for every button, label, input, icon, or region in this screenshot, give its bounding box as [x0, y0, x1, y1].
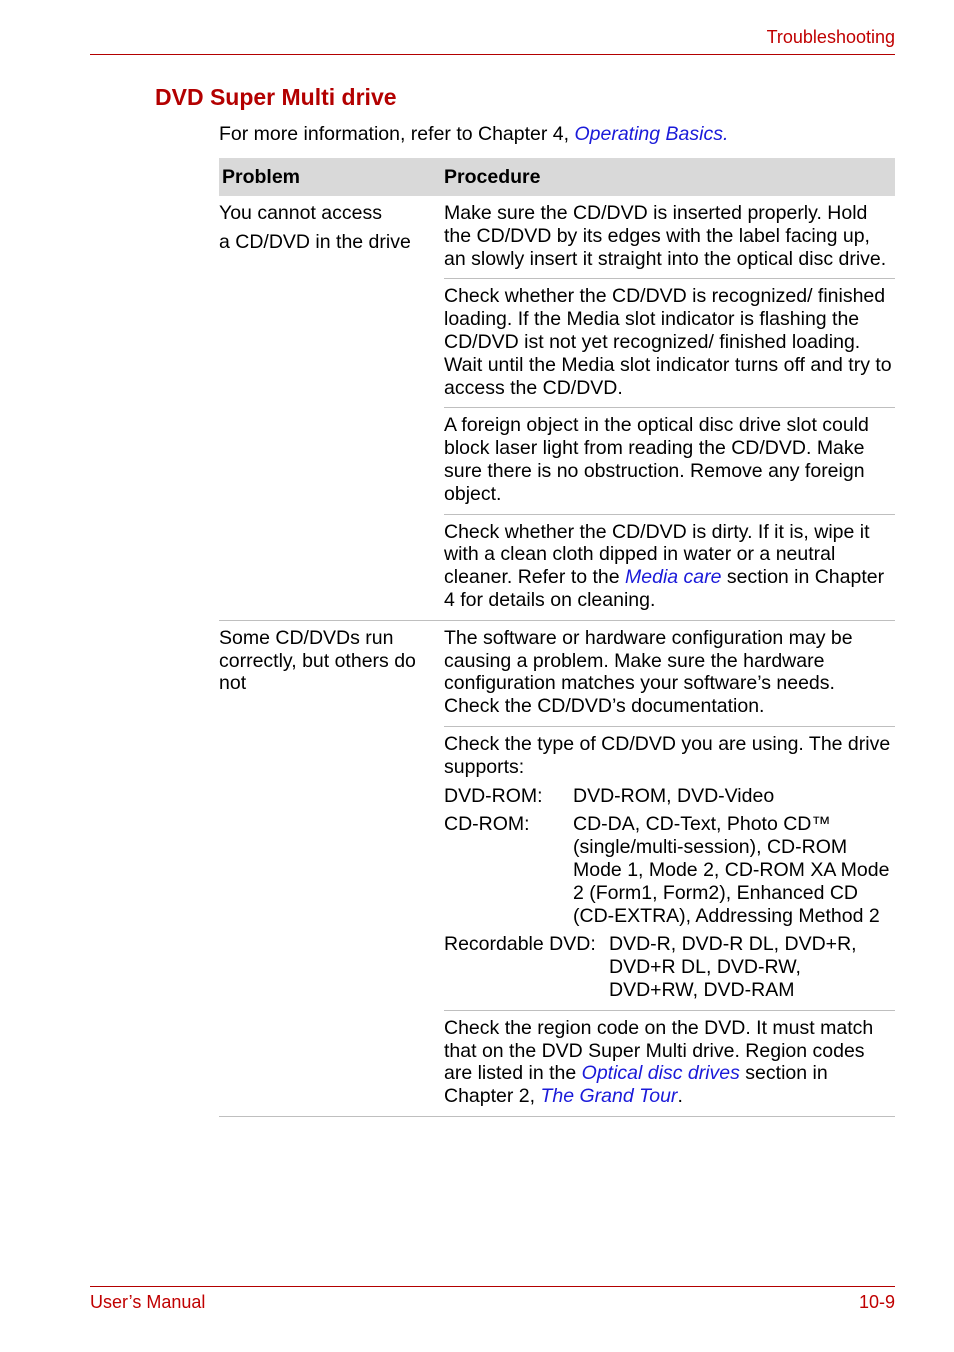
- optical-disc-drives-link[interactable]: Optical disc drives: [581, 1062, 740, 1085]
- procedure-block: Check the region code on the DVD. It must match that on the DVD Super Multi drive. Region codes are listed in the Optical disc drives section in Chapter 2, The Grand Tour.: [444, 1016, 874, 1108]
- procedure-block: Make sure the CD/DVD is inserted properly. Hold the CD/DVD by its edges with the label facing up, an slowly insert it straight into the optical disc drive.: [444, 196, 895, 279]
- footer-page-number: 10-9: [858, 1292, 895, 1312]
- procedure-block: A foreign object in the optical disc drive slot could block laser light from reading the CD/DVD. Make sure there is no obstruction. Remove any foreign object.: [444, 408, 895, 514]
- problem-cell: Some CD/DVDs run correctly, but others do not: [219, 626, 416, 695]
- problem-cell: You cannot access a CD/DVD in the drive: [219, 202, 411, 253]
- spec-dvd-rom: DVD-ROM: DVD-ROM, DVD-Video: [444, 784, 775, 807]
- table-row: [219, 196, 895, 621]
- footer-rule: [90, 1286, 895, 1287]
- troubleshooting-table: [219, 158, 895, 1117]
- procedure-cell: [444, 621, 895, 1116]
- header-section-label: Troubleshooting: [766, 27, 895, 47]
- the-grand-tour-link[interactable]: The Grand Tour: [540, 1085, 678, 1108]
- procedure-block: Check the type of CD/DVD you are using. The drive supports: DVD-ROM: DVD-ROM, DVD-Video CD-ROM: CD-DA, CD-Text, Photo CD™ (single/multi-session), CD-ROM Mode 1, Mode 2, CD-ROM XA Mode 2 (Form1, Form2), Enhanced CD (CD-EXTRA), Addressing Method 2 Recordable DVD: DVD-R, DVD-R DL, DVD+R, DVD+R DL, DVD-RW, DVD+RW, DVD-RAM: [444, 727, 895, 1011]
- operating-basics-link[interactable]: Operating Basics: [574, 123, 723, 145]
- footer-manual-label: User’s Manual: [90, 1292, 206, 1312]
- spec-recordable-dvd: Recordable DVD: DVD-R, DVD-R DL, DVD+R, DVD+R DL, DVD-RW, DVD+RW, DVD-RAM: [444, 933, 857, 1001]
- spec-cd-rom: CD-ROM: CD-DA, CD-Text, Photo CD™ (single/multi-session), CD-ROM Mode 1, Mode 2, CD-ROM XA Mode 2 (Form1, Form2), Enhanced CD (CD-EXTRA), Addressing Method 2: [444, 813, 890, 927]
- table-header: [219, 158, 895, 196]
- media-care-link[interactable]: Media care: [625, 566, 722, 589]
- procedure-block: Check whether the CD/DVD is recognized/ finished loading. If the Media slot indicator is flashing the CD/DVD ist not yet recognized/ finished loading. Wait until the Media slot indicator turns off and try to access the CD/DVD.: [444, 279, 895, 408]
- table-row: [219, 621, 895, 1117]
- procedure-cell: [444, 196, 895, 620]
- header-problem: Problem: [222, 165, 301, 188]
- header-rule: [90, 54, 895, 55]
- procedure-block: Check whether the CD/DVD is dirty. If it is, wipe it with a clean cloth dipped in water or a neutral cleaner. Refer to the Media care section in Chapter 4 for details on cleaning.: [444, 520, 885, 611]
- procedure-block: The software or hardware configuration may be causing a problem. Make sure the hardware configuration matches your software’s needs. Check the CD/DVD’s documentation.: [444, 621, 895, 727]
- header-procedure: Procedure: [444, 165, 541, 188]
- page-title: DVD Super Multi drive: [155, 84, 397, 110]
- intro-text: For more information, refer to Chapter 4, Operating Basics.: [219, 123, 729, 145]
